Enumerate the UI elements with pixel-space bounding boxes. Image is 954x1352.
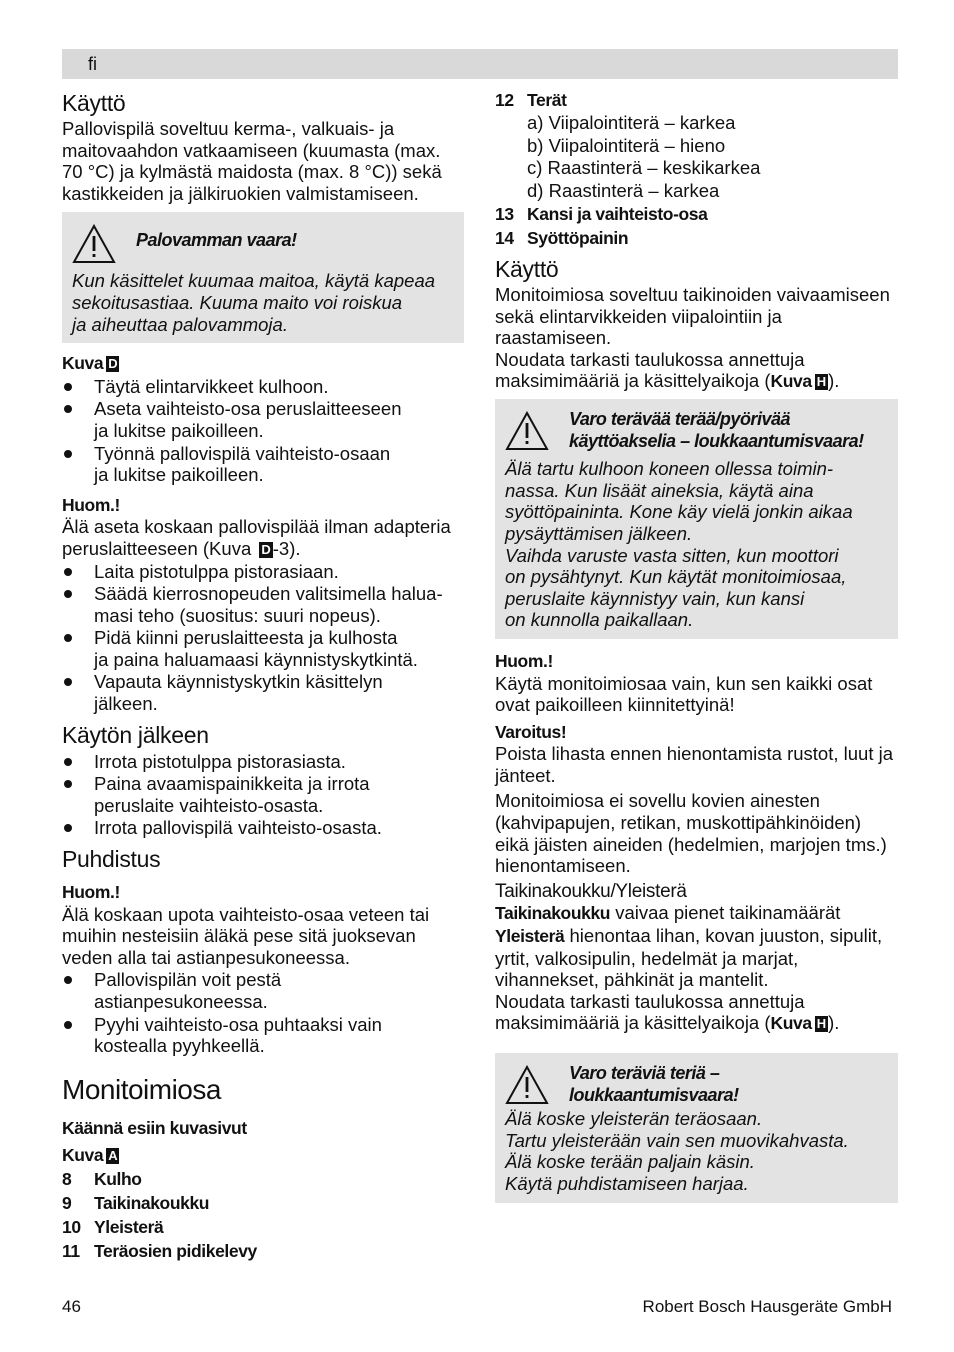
list-item: 14 Syöttöpainin (495, 228, 629, 248)
note-text: Käytä monitoimiosaa vain, kun sen kaikki osat ovat paikoilleen kiinnitettyinä! (495, 672, 873, 716)
list-item: Irrota pallovispilä vaihteisto-osasta. (62, 817, 464, 839)
fold-out-instruction: Käännä esiin kuvasivut (62, 1117, 247, 1138)
figure-badge-h: H (816, 1016, 827, 1032)
figure-badge-d: D (108, 356, 118, 372)
list-item: Aseta vaihteisto-osa peruslaitteeseen ja lukitse paikoilleen. (62, 398, 464, 441)
left-column (62, 88, 464, 1263)
section-heading-kaytto-monitoimiosa: Käyttö (495, 256, 559, 282)
kaytto-paragraph: Monitoimiosa soveltuu taikinoiden vaivaamiseen sekä elintarvikkeiden viipalointiin ja raastamiseen. (495, 284, 890, 349)
list-item: Irrota pistotulppa pistorasiasta. (62, 751, 464, 773)
noudata-text: Noudata tarkasti taulukossa annettuja maksimimääriä ja käsittelyaikoja (Kuva H ). (495, 990, 840, 1034)
list-item: Paina avaamispainikkeita ja irrota peruslaite vaihteisto-osasta. (62, 773, 464, 816)
burn-warning-box (62, 212, 464, 343)
bullet-list-operate (62, 561, 464, 715)
blade-warning-box (495, 399, 898, 639)
warning-text: Älä tartu kulhoon koneen ollessa toimin- nassa. Kun lisäät aineksia, käytä aina syöttöpaininta. Kone käy vielä jonkin aikaa pysäyttämisen jälkeen. Vaihda varuste vasta sitten, kun moottori on pysähtynyt. Kun käytät monitoimiosaa, peruslaite käynnistyy vain, kun kansi on kunnolla paikallaan. (505, 458, 853, 631)
figure-reference-d: Kuva D (62, 353, 118, 374)
note-text: Älä aseta koskaan pallovispilää ilman adapteria peruslaitteeseen (Kuva D -3). (62, 516, 451, 559)
section-heading-jalkeen: Käytön jälkeen (62, 721, 209, 748)
list-item: d) Raastinterä – karkea (527, 179, 720, 201)
sharp-blades-warning-box (495, 1053, 898, 1203)
list-item: Laita pistotulppa pistorasiaan. (62, 561, 464, 583)
parts-list (62, 1167, 464, 1263)
taikinakoukku-text: Taikinakoukku vaivaa pienet taikinamäärät (495, 902, 841, 924)
warning-text: Kun käsittelet kuumaa maitoa, käytä kapeaa sekoitusastiaa. Kuuma maito voi roiskua ja aiheuttaa palovammoja. (72, 270, 436, 335)
list-item: Säädä kierrosnopeuden valitsimella halua- masi teho (suositus: suuri nopeus). (62, 583, 464, 626)
warning-text: Älä koske yleisterän teräosaan. Tartu yleisterään vain sen muovikahvasta. Älä koske terään paljain käsin. Käytä puhdistamiseen harjaa. (505, 1108, 849, 1194)
warning-title: Palovamman vaara! (136, 230, 297, 251)
footer-company: Robert Bosch Hausgeräte GmbH (642, 1297, 892, 1316)
yleistera-text: Yleisterä hienontaa lihan, kovan juuston, sipulit, yrtit, valkosipulin, hedelmät ja marjat, vihannekset, pähkinät ja mantelit. (495, 925, 883, 991)
note-label: Huom.! (62, 882, 120, 903)
section-heading-monitoimiosa: Monitoimiosa (62, 1073, 221, 1105)
parts-list-end (495, 202, 898, 250)
kaytto-paragraph-table: Noudata tarkasti taulukossa annettuja maksimimääriä ja käsittelyaikoja (Kuva H ). (495, 348, 840, 392)
caution-label: Varoitus! (495, 721, 567, 742)
list-item: Pallovispilän voit pestä astianpesukoneessa. (62, 969, 464, 1012)
kaytto-paragraph: Pallovispilä soveltuu kerma-, valkuais- ja maitovaahdon vatkaamiseen (kuumasta (max. 70 °C) ja kylmästä maidosta (max. 8 °C)) sekä kastikkeiden ja jälkiruokien valmistamiseen. (62, 118, 442, 204)
warning-triangle-icon (72, 224, 116, 264)
warning-title: Varo terävää terää/pyörivää käyttöakselia – loukkaantumisvaara! (569, 408, 864, 451)
section-heading-kaytto: Käyttö (62, 90, 126, 116)
figure-badge-a: A (108, 1148, 118, 1164)
language-code: fi (88, 54, 97, 74)
list-item: Pidä kiinni peruslaitteesta ja kulhosta ja paina haluamaasi käynnistyskytkintä. (62, 627, 464, 670)
figure-badge-h: H (816, 374, 827, 390)
list-item: Täytä elintarvikkeet kulhoon. (62, 376, 464, 398)
caution-text: Poista lihasta ennen hienontamista rustot, luut ja jänteet. (495, 743, 893, 786)
warning-triangle-icon (505, 411, 549, 451)
list-item: Työnnä pallovispilä vaihteisto-osaan ja lukitse paikoilleen. (62, 443, 464, 486)
note-label: Huom.! (62, 494, 120, 515)
blade-sublist (495, 112, 898, 202)
section-heading-puhdistus: Puhdistus (62, 846, 161, 873)
list-item: Pyyhi vaihteisto-osa puhtaaksi vain kostealla pyyhkeellä. (62, 1014, 464, 1057)
right-column (495, 88, 898, 1215)
list-item: 13 Kansi ja vaihteisto-osa (495, 204, 708, 224)
list-item: 8 Kulho (62, 1168, 142, 1189)
bullet-list-prepare (62, 376, 464, 486)
list-item: 10 Yleisterä (62, 1216, 164, 1237)
note-text: Älä koskaan upota vaihteisto-osaa veteen tai muihin nesteisiin äläkä pese sitä juoksevan veden alla tai astianpesukoneessa. (62, 903, 430, 968)
list-item: 9 Taikinakoukku (62, 1192, 210, 1213)
unsuitable-text: Monitoimiosa ei sovellu kovien ainesten (kahvipapujen, retikan, muskottipähkinöiden) eikä jäisten aineiden (hedelmien, marjojen tms.) hienontamiseen. (495, 790, 887, 877)
bullet-list-after-use (62, 751, 464, 839)
figure-reference-a: Kuva A (62, 1145, 118, 1166)
list-item: Vapauta käynnistyskytkin käsittelyn jälkeen. (62, 671, 464, 714)
list-item: c) Raastinterä – keskikarkea (527, 157, 761, 178)
list-item: 11 Teräosien pidikelevy (62, 1240, 257, 1261)
subheading-taikinakoukku-yleistera: Taikinakoukku/Yleisterä (495, 880, 687, 902)
list-item: a) Viipalointiterä – karkea (527, 112, 736, 133)
language-header-bar (62, 49, 898, 79)
parts-list-continued (495, 88, 898, 112)
warning-triangle-icon (505, 1065, 549, 1105)
page-number: 46 (62, 1297, 81, 1316)
warning-title: Varo teräviä teriä – loukkaantumisvaara! (569, 1063, 739, 1105)
list-item: 12 Terät (495, 90, 567, 110)
list-item: b) Viipalointiterä – hieno (527, 134, 726, 156)
figure-badge-d: D (261, 541, 271, 557)
note-label: Huom.! (495, 650, 553, 671)
bullet-list-cleaning (62, 969, 464, 1056)
